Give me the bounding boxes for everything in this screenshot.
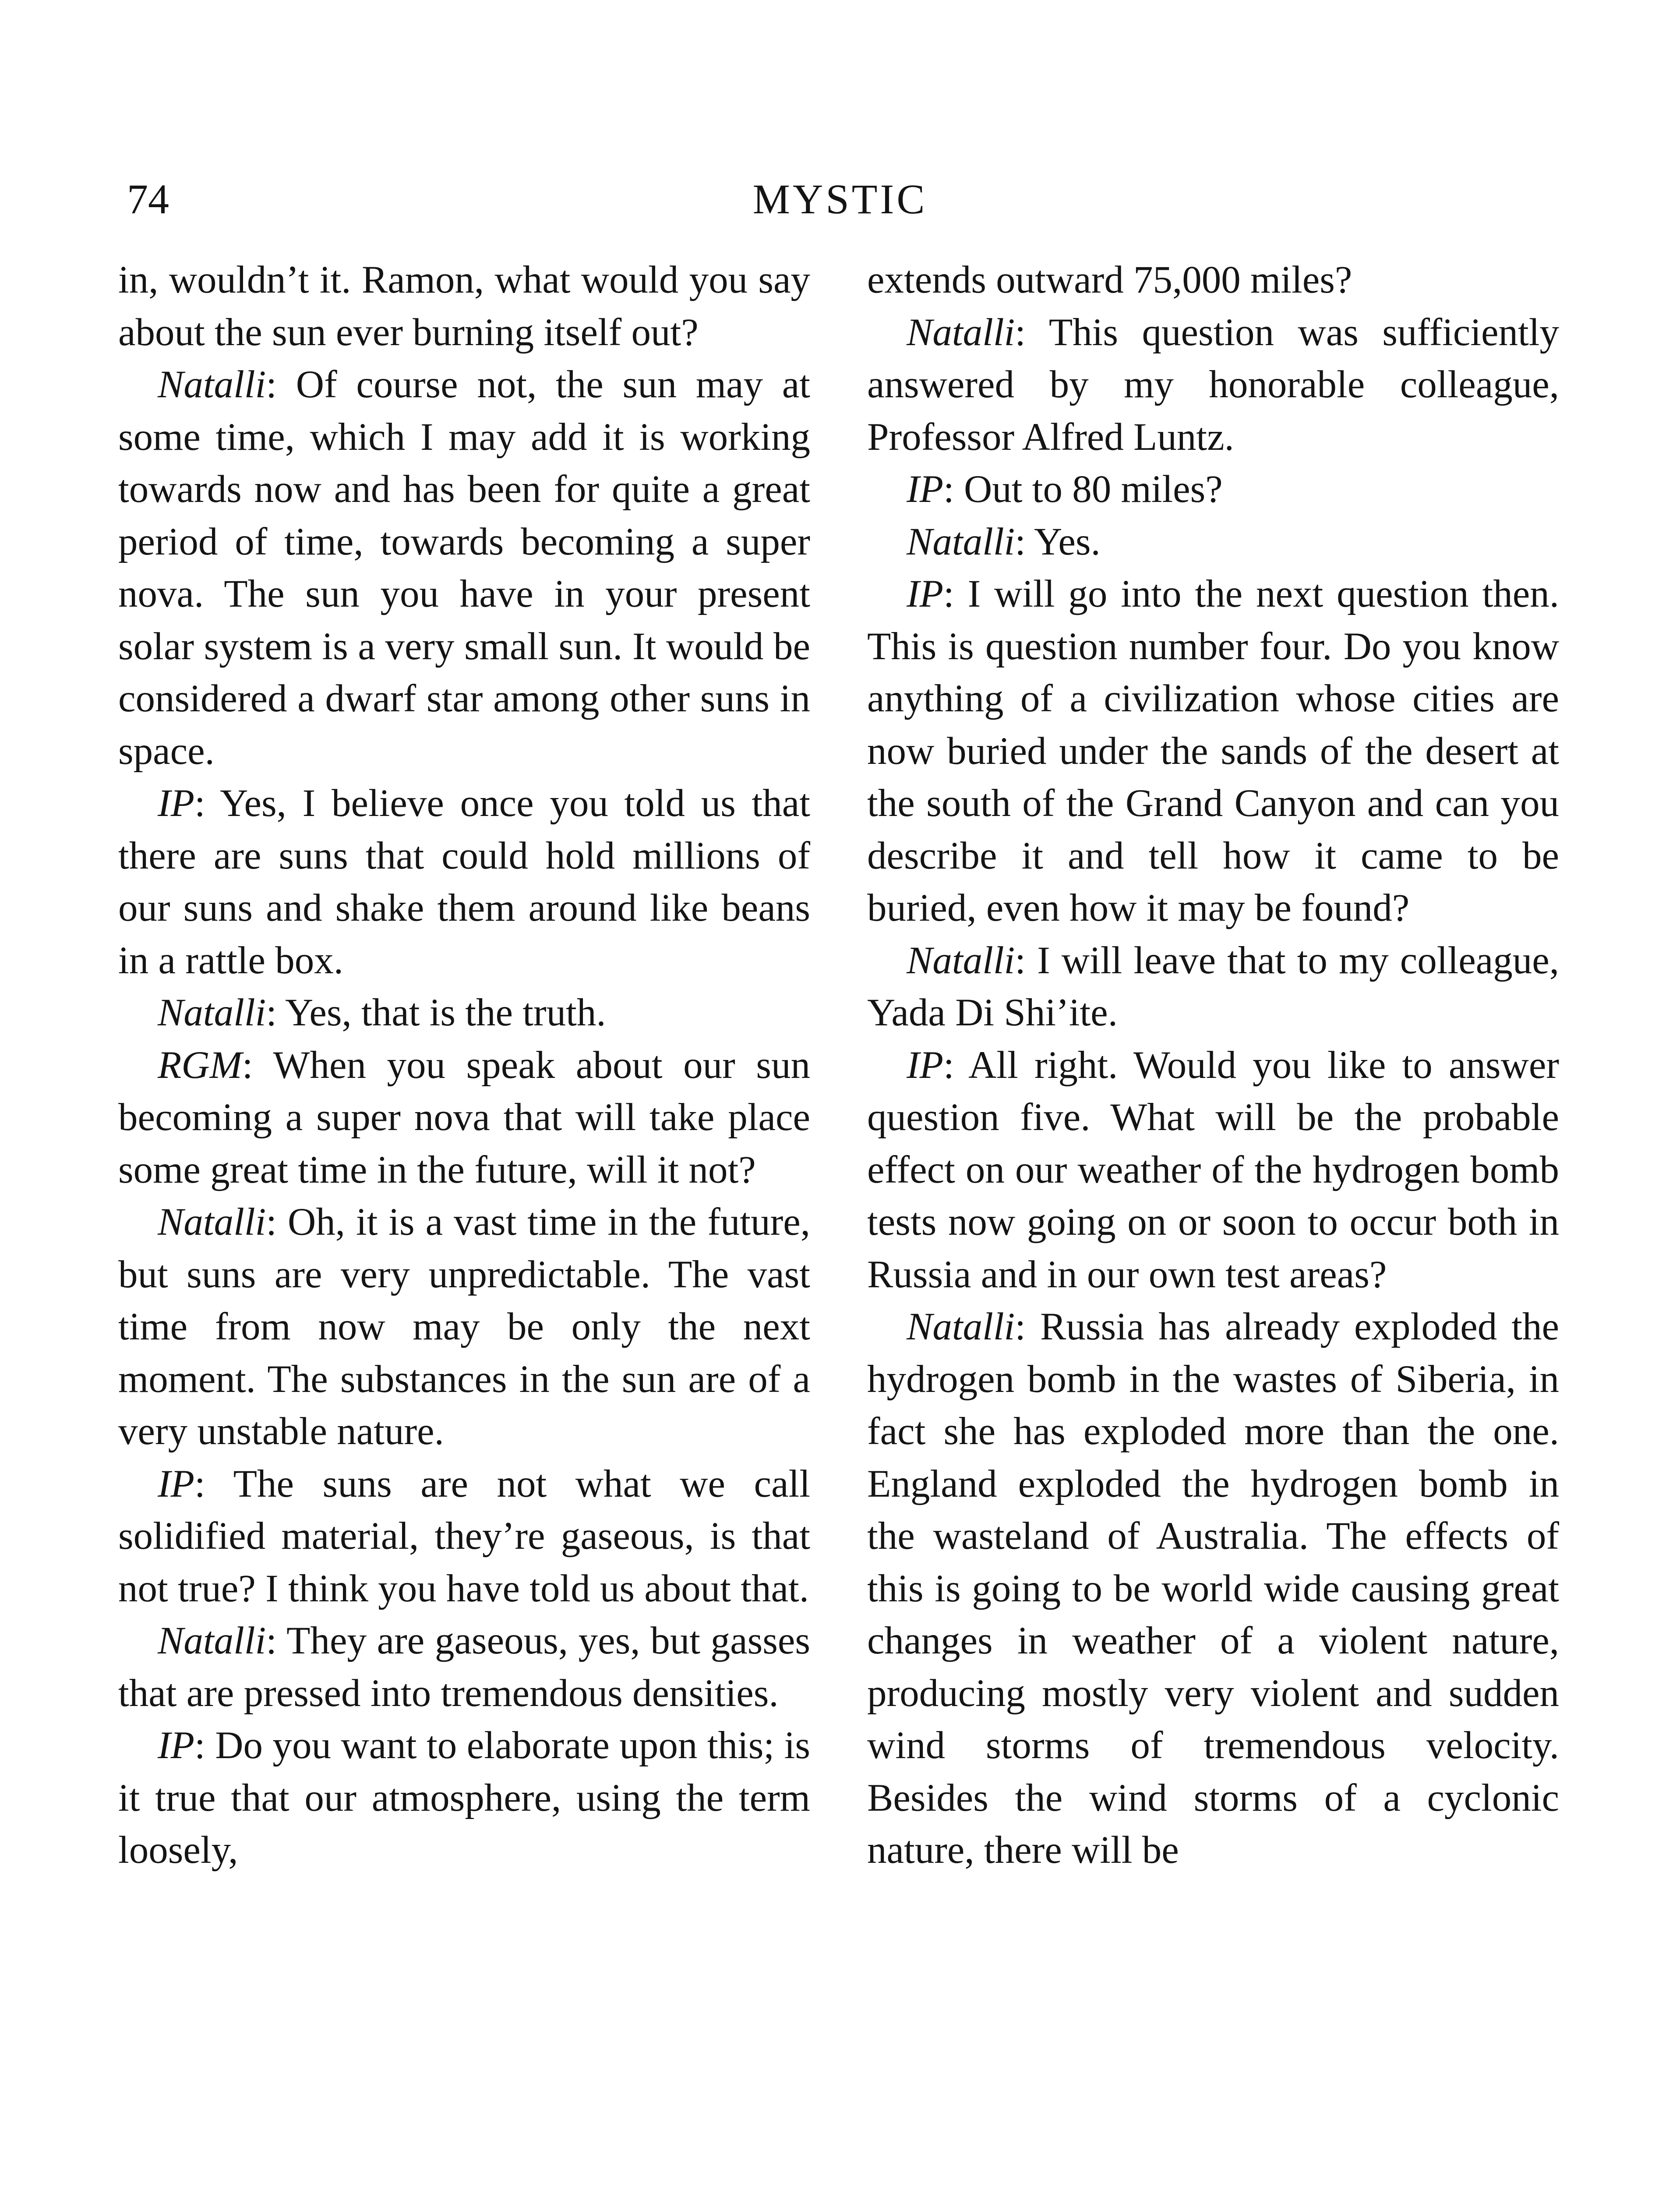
speaker-name: IP [158,1724,195,1767]
paragraph: IP: All right. Would you like to answer question five. What will be the probable effect on our weather of the hydrogen bomb tests now going on or soon to occur both in Russia and in our own test areas? [867,1043,1559,1296]
speaker-name: Natalli [158,1619,266,1662]
paragraph-text: I will go into the next question then. This is question number four. Do you know anything of a civilization whose cities are now buried under the sands of the desert at the south of the Grand Canyon and can you describe it and tell how it came to be buried, even how it may be found? [867,572,1559,929]
paragraph-text: I will leave that to my colleague, Yada Di Shi’ite. [867,939,1559,1034]
speaker-name: Natalli [907,311,1015,354]
page-number: 74 [127,176,169,223]
paragraph-text: Yes. [1034,520,1101,563]
paragraph: IP: The suns are not what we call solidified material, they’re gaseous, is that not true? I think you have told us about that. [118,1462,810,1610]
speaker-name: IP [907,468,944,511]
speaker-name: IP [907,1043,944,1087]
running-title: MYSTIC [752,176,928,223]
paragraph-text: Russia has already exploded the hydrogen bomb in the wastes of Siberia, in fact she has exploded more than the one. England exploded the hydrogen bomb in the wasteland of Australia. The effects of this is going to be world wide causing great changes in weather of a violent nature, producing mostly very violent and sudden wind storms of tremendous velocity. Besides the wind storms of a cyclonic nature, there will be [867,1305,1559,1872]
speaker-name: Natalli [907,520,1015,563]
paragraph [867,254,1559,307]
paragraph: IP: Out to 80 miles? [907,468,1223,511]
paragraph-text: All right. Would you like to answer question five. What will be the probable effect on our weather of the hydrogen bomb tests now going on or soon to occur both in Russia and in our own test areas? [867,1043,1559,1296]
paragraph: Natalli: Yes, that is the truth. [158,991,606,1034]
paragraph-text: They are gaseous, yes, but gasses that are pressed into tremendous densities. [118,1619,810,1715]
paragraph-text: Yes, I believe once you told us that there are suns that could hold millions of our suns and shake them around like beans in a rattle box. [118,782,810,982]
paragraph: Natalli: Oh, it is a vast time in the future, but suns are very unpredictable. The vast time from now may be only the next moment. The substances in the sun are of a very unstable nature. [118,1201,810,1453]
paragraph-text: Do you want to elaborate upon this; is it true that our atmosphere, using the term loosely, [118,1724,810,1872]
paragraph-text: extends outward 75,000 miles? [867,258,1352,301]
paragraph-text: When you speak about our sun becoming a super nova that will take place some great time in the future, will it not? [118,1043,810,1191]
speaker-name: Natalli [907,939,1015,982]
paragraph-text: This question was sufficiently answered by my honorable colleague, Professor Alfred Luntz. [867,311,1559,459]
paragraph-text: Out to 80 miles? [964,468,1223,511]
paragraph: IP: I will go into the next question then. This is question number four. Do you know anything of a civilization whose cities are now buried under the sands of the desert at the south of the Grand Canyon and can you describe it and tell how it came to be buried, even how it may be found? [867,572,1559,929]
paragraph: Natalli: Of course not, the sun may at some time, which I may add it is working towards now and has been for quite a great period of time, towards becoming a super nova. The sun you have in your present solar system is a very small sun. It would be considered a dwarf star among other suns in space. [118,363,810,773]
left-column [118,254,810,1877]
paragraph: Natalli: This question was sufficiently answered by my honorable colleague, Professor Alfred Luntz. [867,311,1559,459]
speaker-name: Natalli [158,991,266,1034]
speaker-name: IP [158,782,195,825]
speaker-name: Natalli [158,1201,266,1243]
paragraph-text: Of course not, the sun may at some time, which I may add it is working towards now and has been for quite a great period of time, towards becoming a super nova. The sun you have in your present solar system is a very small sun. It would be considered a dwarf star among other suns in space. [118,363,810,773]
speaker-name: Natalli [158,363,266,406]
paragraph-text: Oh, it is a vast time in the future, but suns are very unpredictable. The vast time from now may be only the next moment. The substances in the sun are of a very unstable nature. [118,1201,810,1453]
right-column [867,254,1559,1877]
page-header [0,173,1680,226]
paragraph-text: The suns are not what we call solidified material, they’re gaseous, is that not true? I think you have told us about that. [118,1462,810,1610]
speaker-name: RGM [158,1043,242,1087]
paragraph: RGM: When you speak about our sun becoming a super nova that will take place some great time in the future, will it not? [118,1043,810,1191]
paragraph: Natalli: They are gaseous, yes, but gasses that are pressed into tremendous densities. [118,1619,810,1715]
paragraph [118,254,810,359]
paragraph: Natalli: I will leave that to my colleague, Yada Di Shi’ite. [867,939,1559,1034]
speaker-name: IP [907,572,944,615]
paragraph-text: in, wouldn’t it. Ramon, what would you say about the sun ever burning itself out? [118,258,810,354]
paragraph: Natalli: Russia has already exploded the hydrogen bomb in the wastes of Siberia, in fact she has exploded more than the one. England exploded the hydrogen bomb in the wasteland of Australia. The effects of this is going to be world wide causing great changes in weather of a violent nature, producing mostly very violent and sudden wind storms of tremendous velocity. Besides the wind storms of a cyclonic nature, there will be [867,1305,1559,1872]
paragraph-text: Yes, that is the truth. [285,991,606,1034]
paragraph: Natalli: Yes. [907,520,1101,563]
speaker-name: Natalli [907,1305,1015,1348]
speaker-name: IP [158,1462,195,1505]
paragraph: IP: Yes, I believe once you told us that there are suns that could hold millions of our suns and shake them around like beans in a rattle box. [118,782,810,982]
paragraph: IP: Do you want to elaborate upon this; is it true that our atmosphere, using the term loosely, [118,1724,810,1872]
